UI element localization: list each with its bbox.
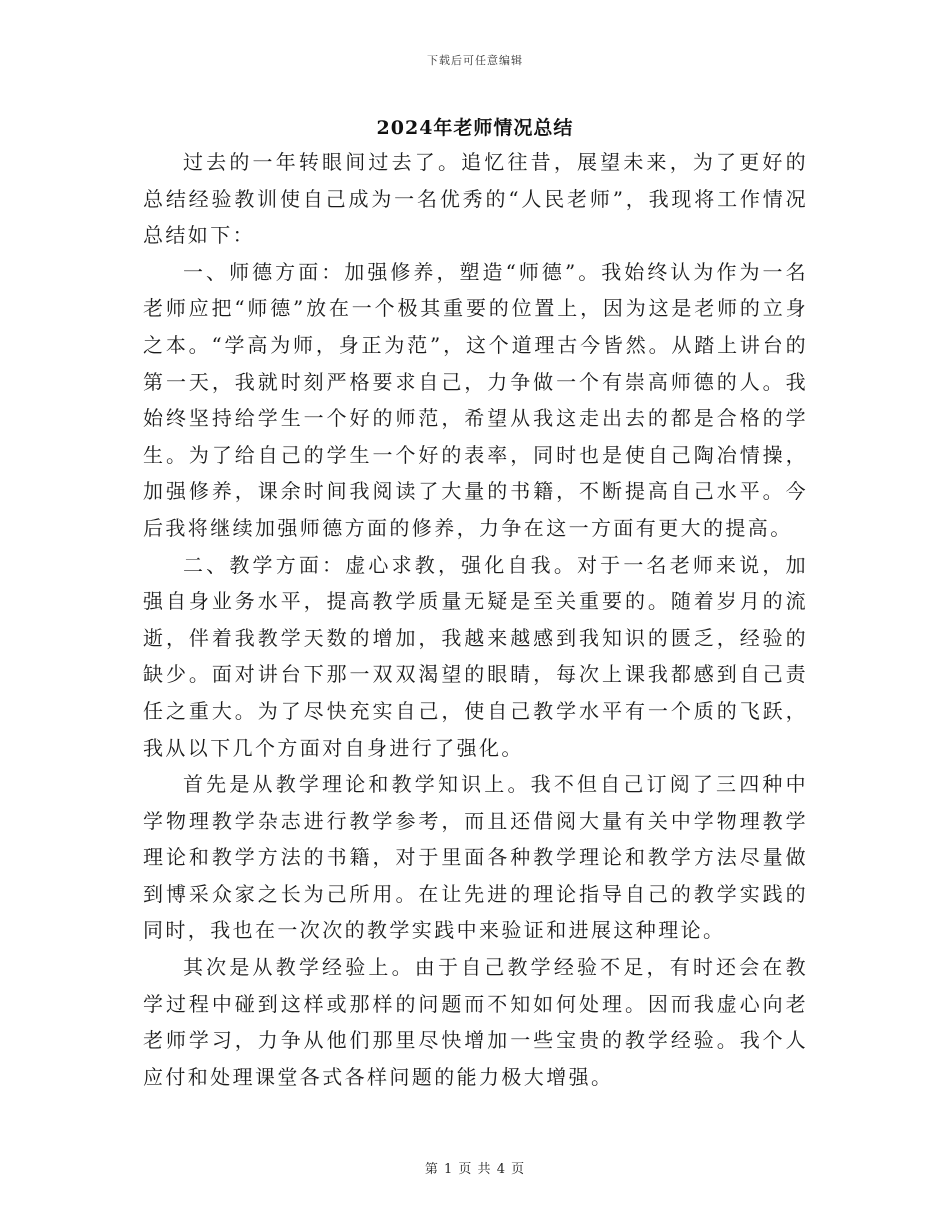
paragraph: 首先是从教学理论和教学知识上。我不但自己订阅了三四种中学物理教学杂志进行教学参考，而且还借阅大量有关中学物理教学理论和教学方法的书籍，对于里面各种教学理论和教学方法尽量做到博采众家之长为己所用。在让先进的理论指导自己的教学实践的同时，我也在一次次的教学实践中来验证和进展这种理论。 (143, 772, 808, 943)
paragraph: 其次是从教学经验上。由于自己教学经验不足，有时还会在教学过程中碰到这样或那样的问题而不知如何处理。因而我虚心向老老师学习，力争从他们那里尽快增加一些宝贵的教学经验。我个人应付和处理课堂各式各样问题的能力极大增强。 (143, 955, 808, 1089)
paragraph: 一、师德方面：加强修养，塑造“师德”。我始终认为作为一名老师应把“师德”放在一个极其重要的位置上，因为这是老师的立身之本。“学高为师，身正为范”，这个道理古今皆然。从踏上讲台的第一天，我就时刻严格要求自己，力争做一个有崇高师德的人。我始终坚持给学生一个好的师范，希望从我这走出去的都是合格的学生。为了给自己的学生一个好的表率，同时也是使自己陶冶情操，加强修养，课余时间我阅读了大量的书籍，不断提高自己水平。今后我将继续加强师德方面的修养，力争在这一方面有更大的提高。 (143, 259, 808, 540)
document-title: 2024年老师情况总结 (376, 117, 574, 139)
document-body (143, 144, 808, 1095)
header-note: 下载后可任意编辑 (427, 54, 523, 67)
paragraph: 二、教学方面：虚心求教，强化自我。对于一名老师来说，加强自身业务水平，提高教学质量无疑是至关重要的。随着岁月的流逝，伴着我教学天数的增加，我越来越感到我知识的匮乏，经验的缺少。面对讲台下那一双双渴望的眼睛，每次上课我都感到自己责任之重大。为了尽快充实自己，使自己教学水平有一个质的飞跃，我从以下几个方面对自身进行了强化。 (143, 552, 808, 760)
page-indicator: 第 1 页 共 4 页 (424, 1162, 526, 1177)
paragraph: 过去的一年转眼间过去了。追忆往昔，展望未来，为了更好的总结经验教训使自己成为一名优秀的“人民老师”，我现将工作情况总结如下： (143, 150, 808, 248)
